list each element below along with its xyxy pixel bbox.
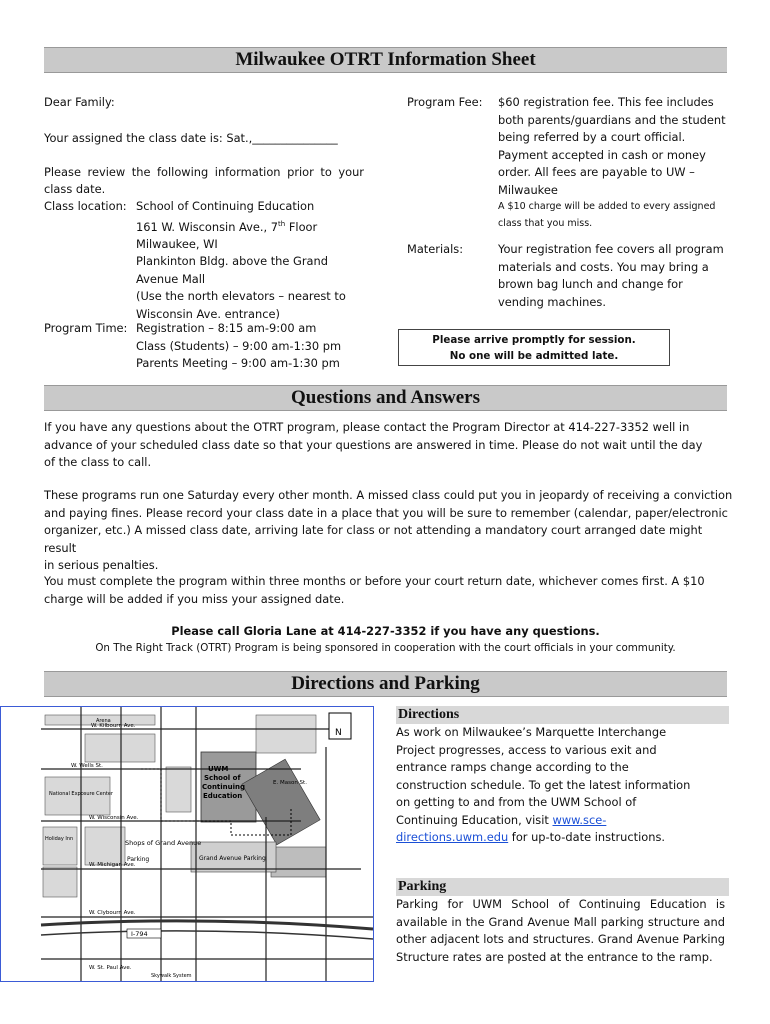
- arrival-notice-box: [398, 329, 670, 366]
- qa-line: of the class to call.: [44, 455, 152, 469]
- location-line: School of Continuing Education: [136, 199, 315, 213]
- parking-structure-label: Grand Avenue Parking: [199, 855, 266, 862]
- directions-line: construction schedule. To get the latest information: [396, 777, 691, 792]
- fee-note-line: A $10 charge will be added to every assigned: [498, 201, 716, 212]
- notice-line: Please arrive promptly for session.: [432, 334, 636, 346]
- parking-line: available in the Grand Avenue Mall parking structure and: [396, 914, 725, 929]
- time-line: Parents Meeting – 9:00 am-1:30 pm: [136, 356, 340, 370]
- directions-line: directions.uwm.edu for up-to-date instructions.: [396, 830, 666, 844]
- parking-text: [396, 896, 725, 966]
- fee-line: $60 registration fee. This fee includes: [498, 95, 714, 109]
- qa-line: If you have any questions about the OTRT program, please contact the Program Director at 414-227-3352 well in: [44, 420, 690, 434]
- fee-note: [498, 198, 715, 232]
- map-block: [256, 715, 316, 753]
- class-date-line: Your assigned the class date is: Sat.,_______________: [44, 131, 338, 145]
- materials-line: Your registration fee covers all program: [498, 242, 724, 256]
- map-block: [43, 867, 77, 897]
- fee-line: Milwaukee: [498, 182, 558, 197]
- arena-label: Arena: [96, 718, 111, 724]
- materials-line: materials and costs. You may bring a: [498, 259, 709, 274]
- map-block: [43, 827, 77, 865]
- qa-heading: Questions and Answers: [44, 385, 727, 411]
- directions-line: Project progresses, access to various exit and: [396, 742, 657, 757]
- class-location-lines: [136, 198, 346, 323]
- fee-note-line: class that you miss.: [498, 218, 593, 229]
- street-label-wisconsin: W. Wisconsin Ave.: [89, 815, 139, 821]
- location-line: Avenue Mall: [136, 271, 206, 286]
- area-map: [0, 706, 374, 982]
- notice-line: No one will be admitted late.: [449, 350, 619, 362]
- street-label-mason: E. Mason St.: [273, 780, 307, 786]
- time-line: Registration – 8:15 am-9:00 am: [136, 321, 317, 335]
- program-time-label: Program Time:: [44, 321, 128, 335]
- expo-label: National Exposure Center: [49, 791, 113, 797]
- class-location-label: Class location:: [44, 199, 127, 213]
- street-label-michigan: W. Michigan Ave.: [89, 862, 136, 868]
- qa-paragraph-2: [44, 487, 734, 575]
- street-label-wells: W. Wells St.: [71, 763, 103, 769]
- review-line: Please review the following information prior to your: [44, 165, 364, 179]
- parking-subheading: Parking: [396, 878, 729, 896]
- map-block: [85, 734, 155, 762]
- qa-line: advance of your scheduled class date so that your questions are answered in time. Please do not wait until the day: [44, 437, 703, 452]
- fee-line: Payment accepted in cash or money: [498, 147, 706, 162]
- program-fee-text: [498, 94, 726, 199]
- materials-line: vending machines.: [498, 294, 606, 309]
- greeting: Dear Family:: [44, 95, 115, 109]
- location-line: Wisconsin Ave. entrance): [136, 306, 280, 321]
- qa-paragraph-1: [44, 419, 734, 472]
- time-line: Class (Students) – 9:00 am-1:30 pm: [136, 338, 342, 353]
- street-label-kilbourn: W. Kilbourn Ave.: [91, 723, 136, 729]
- map-block: [166, 767, 191, 812]
- materials-line: brown bag lunch and change for: [498, 277, 683, 291]
- location-line: (Use the north elevators – nearest to: [136, 289, 346, 304]
- qa-paragraph-3: [44, 573, 734, 608]
- map-svg: [1, 707, 373, 981]
- parking-line: Parking for UWM School of Continuing Education is: [396, 897, 725, 911]
- fee-line: order. All fees are payable to UW –: [498, 165, 695, 179]
- holiday-label: Holiday Inn: [45, 836, 74, 842]
- qa-line: organizer, etc.) A missed class date, arriving late for class or not attending a mandatory court arranged date might result: [44, 523, 703, 555]
- page-title: Milwaukee OTRT Information Sheet: [44, 47, 727, 73]
- location-line: Plankinton Bldg. above the Grand: [136, 254, 328, 269]
- uwm-label-4: Education: [203, 792, 243, 800]
- directions-text: [396, 724, 731, 847]
- location-line: Milwaukee, WI: [136, 236, 218, 251]
- sce-directions-link-cont[interactable]: directions.uwm.edu: [396, 830, 509, 844]
- uwm-label-1: UWM: [208, 765, 229, 773]
- directions-heading: Directions and Parking: [44, 671, 727, 697]
- directions-subheading: Directions: [396, 706, 729, 724]
- fee-line: both parents/guardians and the student: [498, 112, 726, 127]
- street-label-clybourn: W. Clybourn Ave.: [89, 910, 136, 916]
- parking-line: Structure rates are posted at the entrance to the ramp.: [396, 949, 713, 964]
- i794-label: I-794: [131, 930, 148, 938]
- qa-line: These programs run one Saturday every other month. A missed class could put you in jeopardy of receiving a conviction: [44, 488, 733, 502]
- review-line-2: class date.: [44, 182, 106, 196]
- map-block: [271, 847, 326, 877]
- qa-line: in serious penalties.: [44, 558, 159, 572]
- fee-line: being referred by a court official.: [498, 130, 686, 144]
- directions-line: on getting to and from the UWM School of: [396, 795, 637, 809]
- directions-line: Continuing Education, visit www.sce-: [396, 812, 607, 827]
- uwm-label-2: School of: [204, 774, 241, 782]
- parking-line: other adjacent lots and structures. Grand Avenue Parking: [396, 932, 725, 946]
- directions-line: As work on Milwaukee’s Marquette Interchange: [396, 725, 667, 739]
- call-line: Please call Gloria Lane at 414-227-3352 if you have any questions.: [171, 624, 600, 638]
- parking-label: Parking: [127, 856, 150, 863]
- sponsor-line: On The Right Track (OTRT) Program is being sponsored in cooperation with the court officials in your community.: [95, 642, 676, 654]
- directions-line: entrance ramps change according to the: [396, 760, 629, 774]
- shops-label: Shops of Grand Avenue: [125, 839, 202, 847]
- north-label: N: [335, 728, 342, 738]
- materials-text: [498, 241, 724, 311]
- qa-line: charge will be added if you miss your assigned date.: [44, 591, 345, 606]
- uwm-label-3: Continuing: [202, 783, 246, 791]
- skywalk-label: Skywalk System: [151, 973, 192, 979]
- qa-line: You must complete the program within three months or before your court return date, whichever comes first. A $10: [44, 574, 705, 588]
- qa-line: and paying fines. Please record your class date in a place that you will be sure to remember (calendar, paper/electronic: [44, 505, 728, 520]
- program-fee-label: Program Fee:: [407, 95, 483, 109]
- street-label-stpaul: W. St. Paul Ave.: [89, 965, 132, 971]
- program-time-lines: [136, 320, 341, 373]
- materials-label: Materials:: [407, 242, 464, 256]
- map-block: [85, 827, 125, 865]
- location-line: 161 W. Wisconsin Ave., 7th Floor: [136, 219, 318, 234]
- sce-directions-link[interactable]: www.sce-: [552, 812, 607, 827]
